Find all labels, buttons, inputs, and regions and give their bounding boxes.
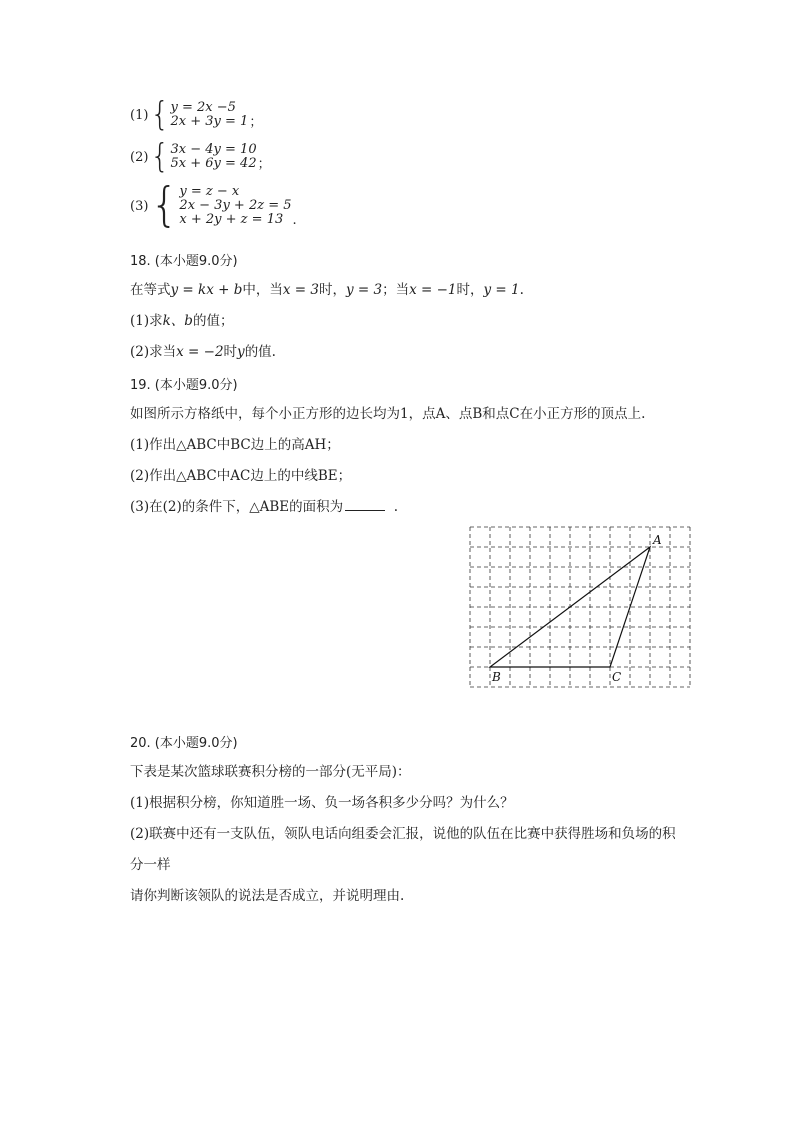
text: 时 [223,344,238,360]
text: 在等式 [130,282,171,298]
question-18-stem [130,281,524,299]
system-2-number: (2) [130,149,149,165]
brace-icon: { [150,137,170,176]
question-19-part-2: (2)作出△ABC中AC边上的中线BE； [130,468,352,484]
text: 中，当 [242,282,283,298]
system-1-number: (1) [130,107,149,123]
question-20-part-1: (1)根据积分榜，你知道胜一场、负一场各积多少分吗？为什么？ [130,795,514,811]
grid-lines [470,527,690,687]
text: 时， [318,282,346,298]
question-20-header: 20. (本小题9.0分) [130,736,238,751]
text: . [519,282,524,298]
system-3-eq-1: y = z − x [179,184,240,199]
question-19-part-3 [130,498,398,516]
question-20-part-2-line-2: 分一样 [130,857,171,873]
question-18-part-1 [130,312,233,330]
system-1-eq-1: y = 2x −5 [170,100,236,115]
brace-icon: { [150,95,170,134]
math: k、b [162,313,193,329]
question-20-part-2-line-1: (2)联赛中还有一支队伍，领队电话向组委会汇报，说他的队伍在比赛中获得胜场和负场的积 [130,826,676,842]
system-2-eq-1: 3x − 4y = 10 [170,142,257,157]
vertex-label-a: A [653,533,662,547]
system-2 [130,137,271,176]
system-1-equations [171,101,249,129]
question-18-header: 18. (本小题9.0分) [130,254,238,269]
system-3 [130,178,297,233]
system-3-number: (3) [130,198,149,214]
system-2-equations [171,143,257,171]
text: (1)求 [130,313,163,329]
question-19-header: 19. (本小题9.0分) [130,378,238,393]
system-1-eq-2: 2x + 3y = 1 [170,114,249,129]
answer-blank [345,498,385,511]
math: y = 3 [345,282,383,298]
question-18-part-2 [130,343,276,361]
text: ；当 [382,282,410,298]
text: . [393,499,399,515]
math: y = kx + b [170,282,243,298]
system-3-tail: . [292,213,297,228]
vertex-label-b: B [492,670,501,684]
system-2-tail: ； [257,157,271,172]
text: 的值； [192,313,234,329]
system-1 [130,95,263,134]
grid-figure [468,525,692,689]
math: x = −1 [409,282,457,298]
question-20-part-3: 请你判断该领队的说法是否成立，并说明理由. [130,888,405,904]
text: (2)求当 [130,344,177,360]
math: y [237,344,245,360]
vertex-label-c: C [612,670,622,684]
question-20-stem: 下表是某次篮球联赛积分榜的一部分(无平局)： [130,764,411,780]
math: x = −2 [176,344,224,360]
system-1-tail: ； [249,115,263,130]
math: y = 1 [483,282,520,298]
math: x = 3 [282,282,319,298]
question-19-part-1: (1)作出△ABC中BC边上的高AH； [130,437,340,453]
text: 时， [456,282,484,298]
system-2-eq-2: 5x + 6y = 42 [170,156,257,171]
system-3-equations [179,185,291,227]
question-19-stem: 如图所示方格纸中，每个小正方形的边长均为1，点A、点B和点C在小正方形的顶点上. [130,406,646,422]
system-3-eq-3: x + 2y + z = 13 [179,212,284,227]
brace-icon: { [150,178,179,233]
text: (3)在(2)的条件下，△ABE的面积为 [130,499,344,515]
system-3-eq-2: 2x − 3y + 2z = 5 [179,198,292,213]
text: 的值. [244,344,276,360]
